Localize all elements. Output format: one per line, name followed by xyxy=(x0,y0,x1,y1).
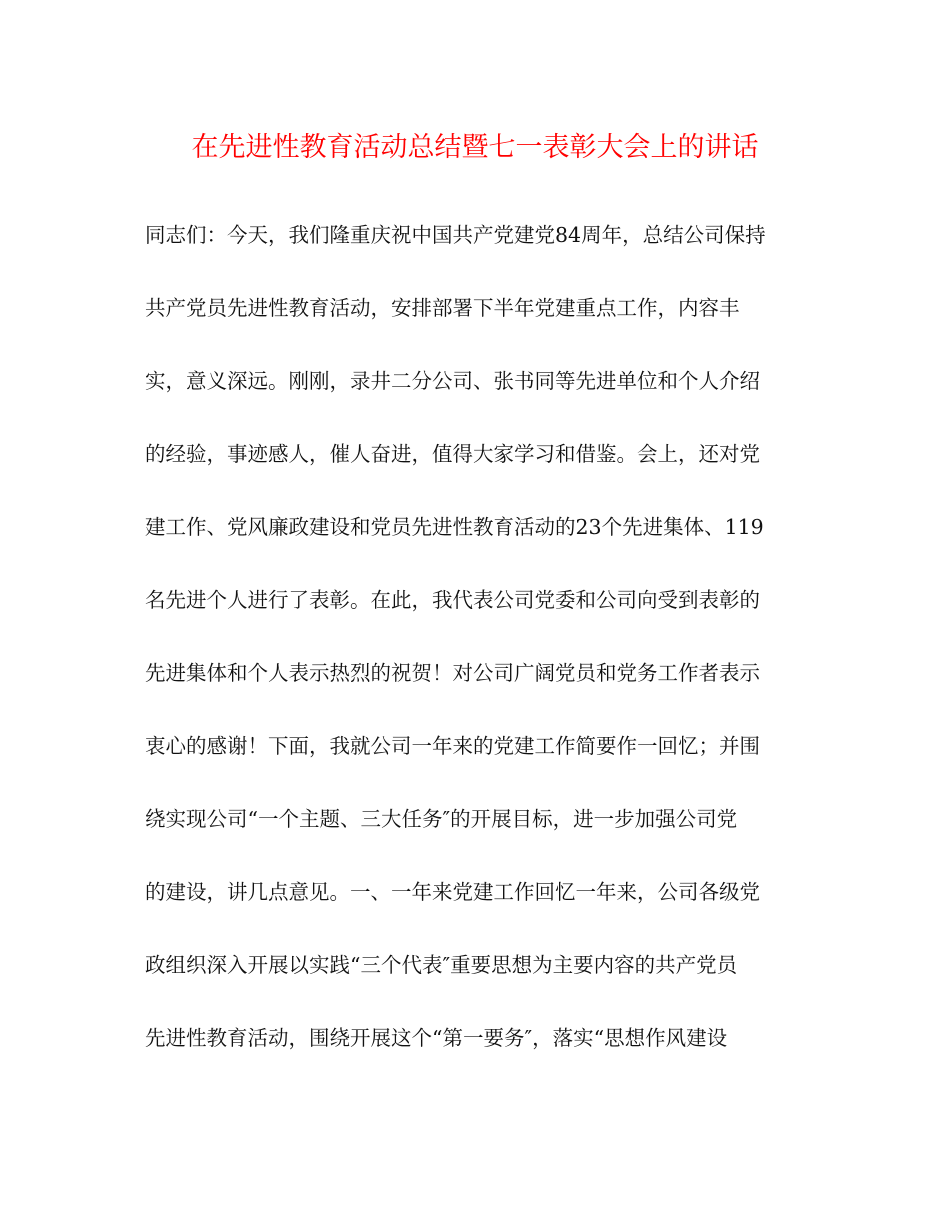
body-line-7: 先进集体和个人表示热烈的祝贺！对公司广阔党员和党务工作者表示 xyxy=(145,661,760,685)
body-line-12: 先进性教育活动，围绕开展这个“第一要务″，落实“思想作风建设 xyxy=(145,1026,728,1050)
body-line-6: 名先进个人进行了表彰。在此，我代表公司党委和公司向受到表彰的 xyxy=(145,588,760,612)
body-line-10: 的建设，讲几点意见。一、一年来党建工作回忆一年来，公司各级党 xyxy=(145,880,760,904)
body-line-8: 衷心的感谢！下面，我就公司一年来的党建工作简要作一回忆；并围 xyxy=(145,734,760,758)
body-line-4: 的经验，事迹感人，催人奋进，值得大家学习和借鉴。会上，还对党 xyxy=(145,442,760,466)
body-line-2: 共产党员先进性教育活动，安排部署下半年党建重点工作，内容丰 xyxy=(145,296,740,320)
body-line-11: 政组织深入开展以实践“三个代表″重要思想为主要内容的共产党员 xyxy=(145,953,738,977)
body-line-1: 同志们：今天，我们隆重庆祝中国共产党建党84周年，总结公司保持 xyxy=(145,223,766,247)
document-title: 在先进性教育活动总结暨七一表彰大会上的讲话 xyxy=(191,132,759,163)
body-line-3: 实，意义深远。刚刚，录井二分公司、张书同等先进单位和个人介绍 xyxy=(145,369,760,393)
document-body xyxy=(145,212,825,1088)
body-line-9: 绕实现公司“一个主题、三大任务″的开展目标，进一步加强公司党 xyxy=(145,807,738,831)
body-line-5: 建工作、党风廉政建设和党员先进性教育活动的23个先进集体、119 xyxy=(145,515,764,539)
